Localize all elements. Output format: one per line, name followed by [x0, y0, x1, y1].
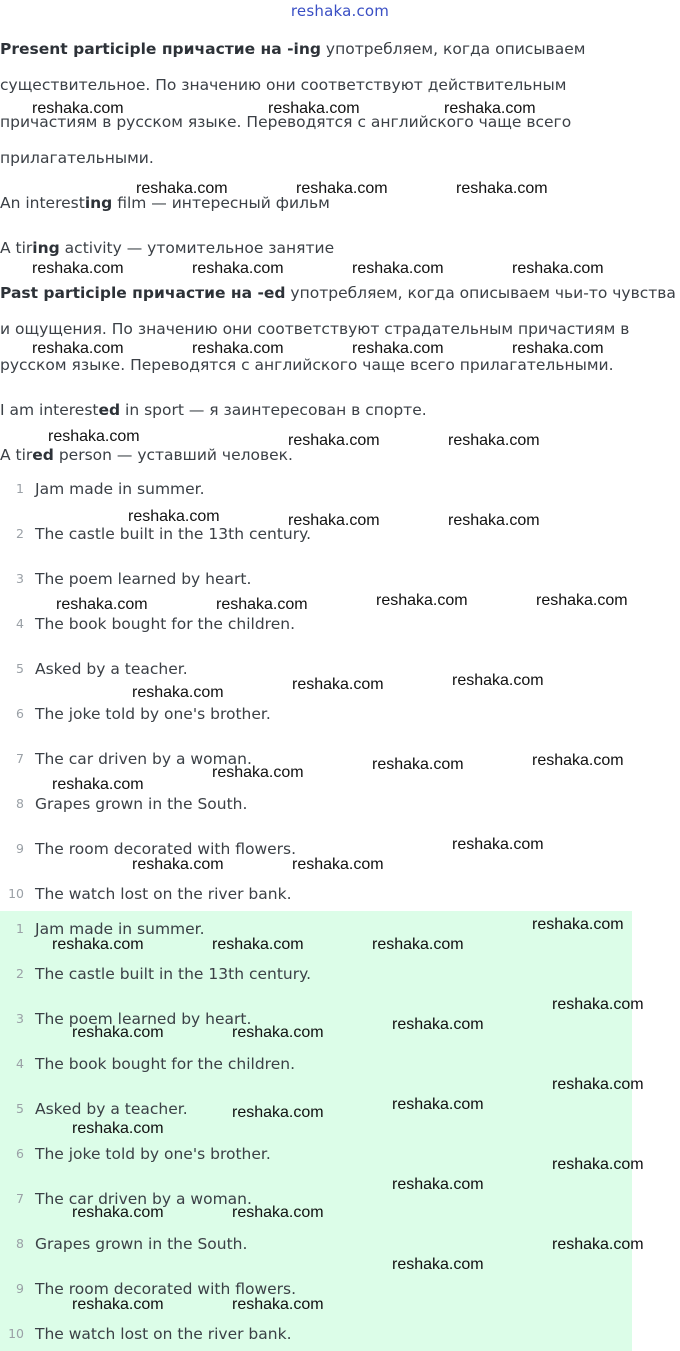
- watermark: reshaka.com: [232, 1104, 324, 1121]
- watermark: reshaka.com: [552, 1076, 644, 1093]
- watermark: reshaka.com: [376, 592, 468, 609]
- watermark: reshaka.com: [452, 672, 544, 689]
- example-1-pre: An interest: [0, 194, 85, 212]
- answer-item-number: 5: [16, 1101, 24, 1116]
- watermark: reshaka.com: [128, 508, 220, 525]
- theory-p2-bold: Past participle причастие на -ed: [0, 284, 286, 302]
- watermark: reshaka.com: [456, 180, 548, 197]
- watermark: reshaka.com: [352, 260, 444, 277]
- example-3-post: in sport — я заинтересован в спорте.: [120, 401, 427, 419]
- watermark: reshaka.com: [552, 996, 644, 1013]
- watermark: reshaka.com: [72, 1024, 164, 1041]
- watermark: reshaka.com: [292, 676, 384, 693]
- site-link[interactable]: reshaka.com: [290, 2, 390, 20]
- task-item-text: The room decorated with flowers.: [35, 840, 297, 858]
- answer-item-number: 10: [8, 1326, 24, 1341]
- task-item-number: 7: [16, 751, 24, 766]
- answer-item-number: 6: [16, 1146, 24, 1161]
- watermark: reshaka.com: [288, 512, 380, 529]
- watermark: reshaka.com: [72, 1204, 164, 1221]
- task-item-number: 8: [16, 796, 24, 811]
- watermark: reshaka.com: [232, 1024, 324, 1041]
- watermark: reshaka.com: [192, 260, 284, 277]
- answer-item-number: 9: [16, 1281, 24, 1296]
- task-item-text: The watch lost on the river bank.: [35, 885, 292, 903]
- watermark: reshaka.com: [48, 428, 140, 445]
- watermark: reshaka.com: [292, 856, 384, 873]
- watermark: reshaka.com: [552, 1236, 644, 1253]
- example-2-post: activity — утомительное занятие: [59, 239, 335, 257]
- theory-p1-bold: Present participle причастие на -ing: [0, 40, 321, 58]
- example-2-pre: A tir: [0, 239, 33, 257]
- watermark: reshaka.com: [532, 752, 624, 769]
- watermark: reshaka.com: [372, 936, 464, 953]
- task-item-text: The book bought for the children.: [35, 615, 295, 633]
- watermark: reshaka.com: [552, 1156, 644, 1173]
- answer-item-text: Asked by a teacher.: [35, 1100, 188, 1118]
- answer-item-text: The book bought for the children.: [35, 1055, 295, 1073]
- theory-p1-rest: употребляем, когда описываем: [320, 40, 586, 58]
- task-item-text: The castle built in the 13th century.: [35, 525, 311, 543]
- watermark: reshaka.com: [372, 756, 464, 773]
- task-item-number: 5: [16, 661, 24, 676]
- watermark: reshaka.com: [216, 596, 308, 613]
- watermark: reshaka.com: [52, 936, 144, 953]
- watermark: reshaka.com: [32, 100, 124, 117]
- example-3-pre: I am interest: [0, 401, 99, 419]
- task-item-text: Jam made in summer.: [35, 480, 205, 498]
- task-item-number: 2: [16, 526, 24, 541]
- watermark: reshaka.com: [132, 684, 224, 701]
- theory-p2-line2: и ощущения. По значению они соответствуют страдательным причастиям в: [0, 320, 630, 338]
- watermark: reshaka.com: [268, 100, 360, 117]
- watermark: reshaka.com: [392, 1256, 484, 1273]
- answer-item-text: The room decorated with flowers.: [35, 1280, 297, 1298]
- example-1-suffix: ing: [84, 194, 113, 212]
- watermark: reshaka.com: [136, 180, 228, 197]
- watermark: reshaka.com: [392, 1096, 484, 1113]
- task-item-number: 1: [16, 481, 24, 496]
- theory-p1-line1: [0, 39, 585, 59]
- task-item-text: The poem learned by heart.: [35, 570, 252, 588]
- example-3-suffix: ed: [98, 401, 121, 419]
- example-4-post: person — уставший человек.: [53, 446, 293, 464]
- watermark: reshaka.com: [212, 764, 304, 781]
- watermark: reshaka.com: [444, 100, 536, 117]
- theory-p2-line1: [0, 283, 676, 303]
- watermark: reshaka.com: [532, 916, 624, 933]
- task-item-text: Asked by a teacher.: [35, 660, 188, 678]
- answer-item-text: Grapes grown in the South.: [35, 1235, 248, 1253]
- watermark: reshaka.com: [132, 856, 224, 873]
- answer-item-text: The poem learned by heart.: [35, 1010, 252, 1028]
- theory-p1-line2: существительное. По значению они соответствуют действительным: [0, 76, 567, 94]
- example-4: [0, 445, 293, 465]
- answer-item-text: The castle built in the 13th century.: [35, 965, 311, 983]
- watermark: reshaka.com: [392, 1016, 484, 1033]
- watermark: reshaka.com: [512, 340, 604, 357]
- answer-item-text: The joke told by one's brother.: [35, 1145, 271, 1163]
- example-2: [0, 238, 334, 258]
- task-item-text: Grapes grown in the South.: [35, 795, 248, 813]
- theory-p1-line3: причастиям в русском языке. Переводятся с английского чаще всего: [0, 113, 572, 131]
- answer-item-number: 4: [16, 1056, 24, 1071]
- watermark: reshaka.com: [536, 592, 628, 609]
- watermark: reshaka.com: [288, 432, 380, 449]
- watermark: reshaka.com: [392, 1176, 484, 1193]
- example-4-suffix: ed: [32, 446, 54, 464]
- task-item-number: 3: [16, 571, 24, 586]
- answer-item-text: Jam made in summer.: [35, 920, 205, 938]
- answer-item-number: 8: [16, 1236, 24, 1251]
- watermark: reshaka.com: [448, 432, 540, 449]
- theory-p1-line4: прилагательными.: [0, 149, 154, 167]
- task-item-number: 10: [8, 886, 24, 901]
- watermark: reshaka.com: [72, 1296, 164, 1313]
- watermark: reshaka.com: [452, 836, 544, 853]
- task-item-text: The car driven by a woman.: [35, 750, 252, 768]
- answer-item-number: 3: [16, 1011, 24, 1026]
- watermark: reshaka.com: [32, 340, 124, 357]
- task-item-number: 6: [16, 706, 24, 721]
- answer-item-number: 1: [16, 921, 24, 936]
- watermark: reshaka.com: [512, 260, 604, 277]
- theory-p2-line3: русском языке. Переводятся с английского чаще всего прилагательными.: [0, 356, 614, 374]
- answer-item-text: The car driven by a woman.: [35, 1190, 252, 1208]
- watermark: reshaka.com: [56, 596, 148, 613]
- task-item-text: The joke told by one's brother.: [35, 705, 271, 723]
- watermark: reshaka.com: [232, 1296, 324, 1313]
- answer-item-number: 7: [16, 1191, 24, 1206]
- watermark: reshaka.com: [296, 180, 388, 197]
- task-item-number: 4: [16, 616, 24, 631]
- watermark: reshaka.com: [212, 936, 304, 953]
- example-2-suffix: ing: [32, 239, 60, 257]
- answer-item-number: 2: [16, 966, 24, 981]
- theory-p2-rest: употребляем, когда описываем чьи-то чувства: [285, 284, 676, 302]
- example-3: [0, 400, 427, 420]
- watermark: reshaka.com: [448, 512, 540, 529]
- watermark: reshaka.com: [52, 776, 144, 793]
- answer-item-text: The watch lost on the river bank.: [35, 1325, 292, 1343]
- watermark: reshaka.com: [72, 1120, 164, 1137]
- watermark: reshaka.com: [32, 260, 124, 277]
- watermark: reshaka.com: [352, 340, 444, 357]
- task-item-number: 9: [16, 841, 24, 856]
- watermark: reshaka.com: [232, 1204, 324, 1221]
- example-1-post: film — интересный фильм: [112, 194, 330, 212]
- watermark: reshaka.com: [192, 340, 284, 357]
- example-4-pre: A tir: [0, 446, 33, 464]
